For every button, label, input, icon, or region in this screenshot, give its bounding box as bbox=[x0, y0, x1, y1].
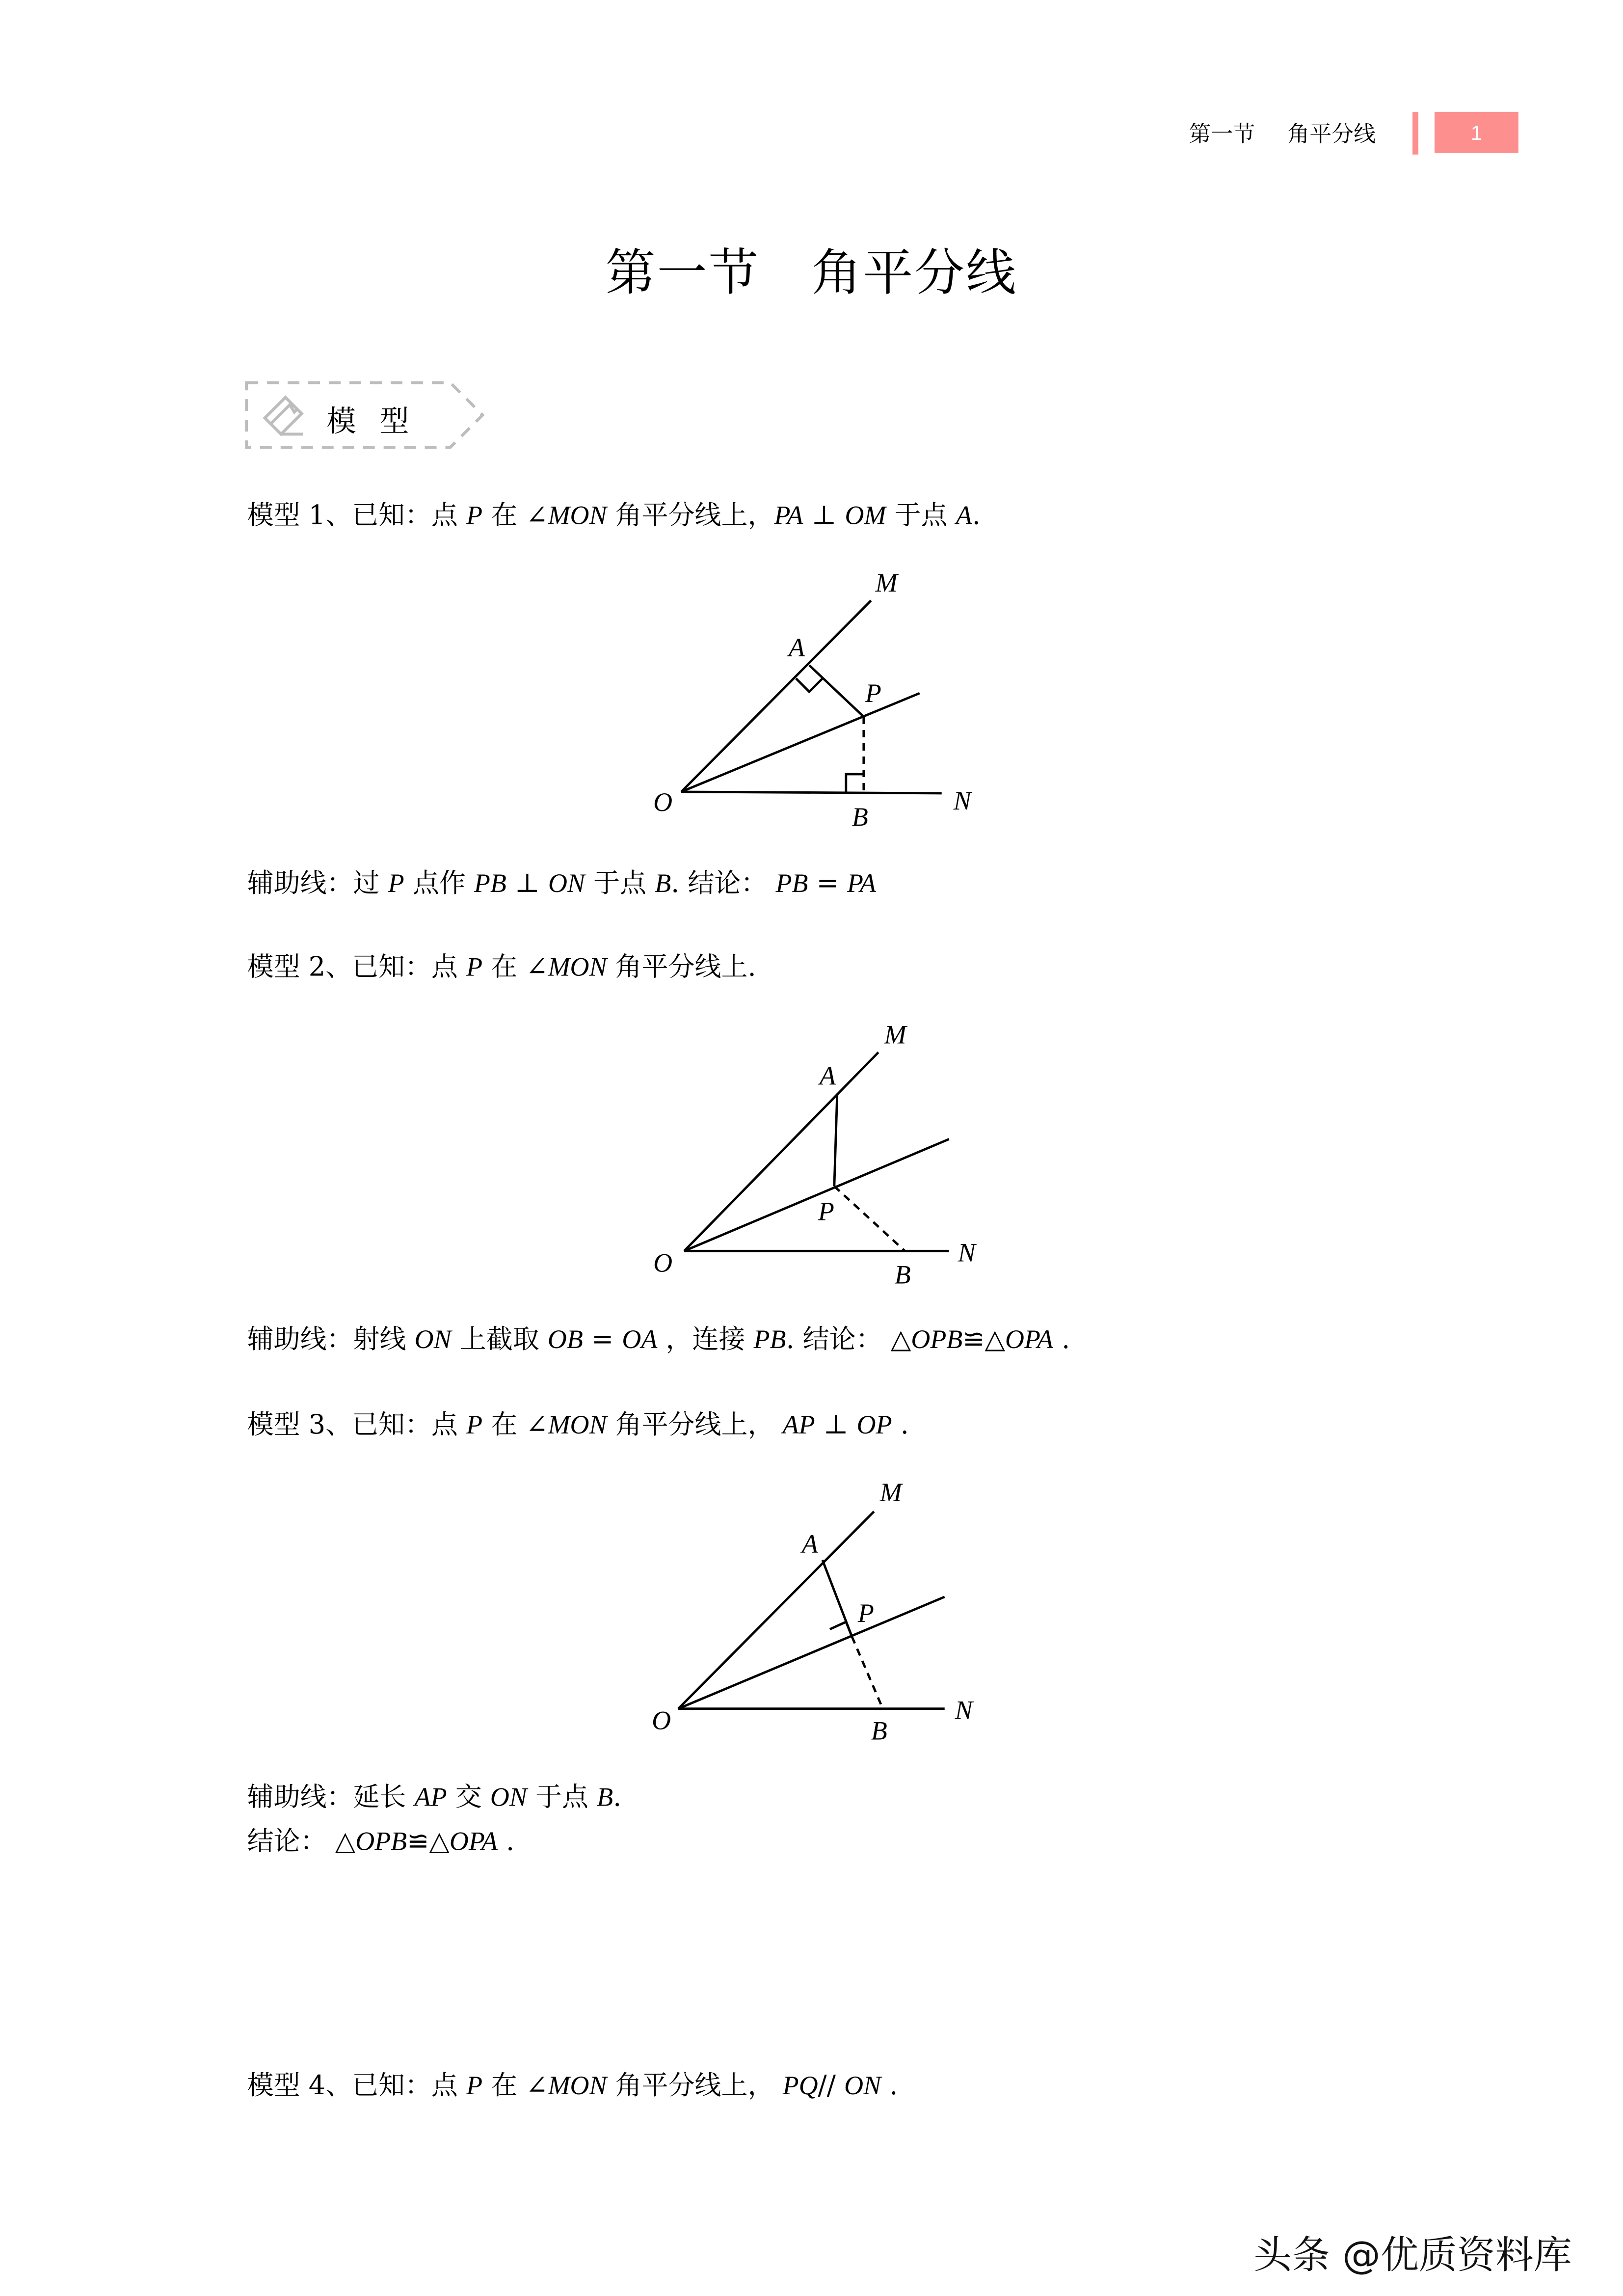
label-P: P bbox=[865, 678, 881, 708]
math-symbol: OPB bbox=[911, 1324, 963, 1354]
math-symbol: PB bbox=[474, 868, 506, 898]
text-segment: 辅助线：过 bbox=[247, 868, 388, 899]
math-symbol: OP bbox=[856, 1410, 892, 1440]
math-symbol: P bbox=[388, 868, 404, 898]
header-topic: 角平分线 bbox=[1287, 120, 1376, 147]
math-symbol: OPA bbox=[449, 1826, 498, 1856]
math-symbol: P bbox=[466, 952, 483, 982]
page-number: 1 bbox=[1435, 112, 1518, 153]
text-segment: 在 ∠ bbox=[482, 500, 548, 532]
math-symbol: P bbox=[466, 2071, 483, 2101]
math-symbol: OA bbox=[622, 1324, 658, 1354]
math-symbol: OPA bbox=[1005, 1324, 1054, 1354]
text-segment: 模型 2、已知：点 bbox=[247, 952, 467, 983]
badge-label: 模型 bbox=[326, 403, 433, 439]
label-P: P bbox=[818, 1196, 834, 1226]
model-4-statement bbox=[247, 2069, 898, 2103]
text-segment: ，连接 bbox=[657, 1324, 754, 1356]
model-3-conclusion bbox=[247, 1825, 515, 1859]
label-B: B bbox=[851, 802, 868, 832]
text-segment: 于点 bbox=[585, 868, 655, 899]
math-symbol: PA bbox=[774, 500, 803, 530]
text-segment: 交 bbox=[447, 1782, 490, 1813]
text-segment: 于点 bbox=[886, 500, 956, 532]
watermark: 头条 @优质资料库 bbox=[1253, 2234, 1572, 2278]
text-segment: 在 ∠ bbox=[482, 952, 548, 983]
label-A: A bbox=[801, 1529, 818, 1559]
label-O: O bbox=[653, 1248, 673, 1278]
model-3-auxiliary bbox=[247, 1781, 622, 1815]
text-segment: 角平分线上， bbox=[607, 500, 774, 532]
text-segment: = bbox=[583, 1324, 622, 1356]
text-segment: 辅助线：延长 bbox=[247, 1782, 415, 1813]
text-segment: . 结论： bbox=[671, 868, 776, 899]
math-symbol: MON bbox=[548, 2071, 607, 2101]
math-symbol: ON bbox=[490, 1782, 527, 1812]
label-O: O bbox=[652, 1705, 671, 1735]
math-symbol: AP bbox=[414, 1782, 447, 1812]
label-A: A bbox=[788, 633, 805, 663]
label-B: B bbox=[894, 1260, 911, 1290]
text-segment: . bbox=[497, 1826, 515, 1858]
text-segment: ≌△ bbox=[407, 1826, 450, 1858]
text-segment: . bbox=[881, 2071, 898, 2102]
model-2-statement bbox=[247, 951, 756, 985]
label-N: N bbox=[955, 1695, 973, 1725]
math-symbol: MON bbox=[548, 1410, 607, 1440]
math-symbol: PB bbox=[775, 868, 808, 898]
model-1-auxiliary bbox=[247, 867, 876, 901]
text-segment: 于点 bbox=[527, 1782, 597, 1813]
label-M: M bbox=[875, 568, 898, 598]
math-symbol: B bbox=[597, 1782, 613, 1812]
math-symbol: ON bbox=[844, 2071, 881, 2101]
text-segment: ≌△ bbox=[962, 1324, 1006, 1356]
text-segment: 模型 4、已知：点 bbox=[247, 2071, 467, 2102]
text-segment: // bbox=[818, 2071, 845, 2102]
label-A: A bbox=[819, 1061, 836, 1091]
text-segment: 辅助线：射线 bbox=[247, 1324, 415, 1356]
text-segment: 角平分线上， bbox=[607, 1410, 783, 1441]
math-symbol: P bbox=[466, 1410, 483, 1440]
math-symbol: AP bbox=[782, 1410, 815, 1440]
label-N: N bbox=[953, 785, 971, 815]
text-segment: . bbox=[972, 500, 981, 532]
text-segment: ⊥ bbox=[803, 500, 845, 532]
text-segment: = bbox=[808, 868, 848, 899]
label-B: B bbox=[871, 1716, 887, 1746]
math-symbol: PB bbox=[753, 1324, 786, 1354]
label-M: M bbox=[879, 1477, 902, 1507]
text-segment: 角平分线上， bbox=[607, 2071, 783, 2102]
text-segment: ⊥ bbox=[815, 1410, 857, 1441]
model-2-auxiliary bbox=[247, 1323, 1070, 1357]
text-segment: 点作 bbox=[404, 868, 474, 899]
math-symbol: OM bbox=[845, 500, 886, 530]
text-segment: ⊥ bbox=[506, 868, 548, 899]
math-symbol: ON bbox=[548, 868, 585, 898]
math-symbol: OB bbox=[547, 1324, 583, 1354]
text-segment: 在 ∠ bbox=[482, 2071, 548, 2102]
math-symbol: PQ bbox=[782, 2071, 818, 2101]
math-symbol: PA bbox=[847, 868, 877, 898]
diagram-model-1 bbox=[681, 600, 942, 793]
math-symbol: ON bbox=[414, 1324, 452, 1354]
math-symbol: OPB bbox=[355, 1826, 407, 1856]
label-P: P bbox=[857, 1598, 874, 1628]
text-segment: . bbox=[1053, 1324, 1070, 1356]
label-M: M bbox=[884, 1020, 906, 1050]
text-segment: 在 ∠ bbox=[482, 1410, 548, 1441]
math-symbol: P bbox=[466, 500, 483, 530]
model-3-statement bbox=[247, 1408, 909, 1442]
text-segment: . bbox=[613, 1782, 622, 1813]
math-symbol: A bbox=[956, 500, 972, 530]
text-segment: . 结论： △ bbox=[786, 1324, 911, 1356]
math-symbol: B bbox=[655, 868, 671, 898]
text-segment: 结论： △ bbox=[247, 1826, 356, 1858]
page-title: 第一节 角平分线 bbox=[605, 244, 1018, 303]
label-N: N bbox=[958, 1238, 976, 1268]
header-section: 第一节 bbox=[1189, 120, 1255, 147]
text-segment: . bbox=[892, 1410, 909, 1441]
math-symbol: MON bbox=[548, 500, 607, 530]
text-segment: 上截取 bbox=[451, 1324, 548, 1356]
text-segment: 角平分线上. bbox=[607, 952, 756, 983]
diagram-model-2 bbox=[684, 1053, 949, 1251]
text-segment: 模型 3、已知：点 bbox=[247, 1410, 467, 1441]
text-segment: 模型 1、已知：点 bbox=[247, 500, 467, 532]
label-O: O bbox=[653, 787, 673, 817]
math-symbol: MON bbox=[548, 952, 607, 982]
